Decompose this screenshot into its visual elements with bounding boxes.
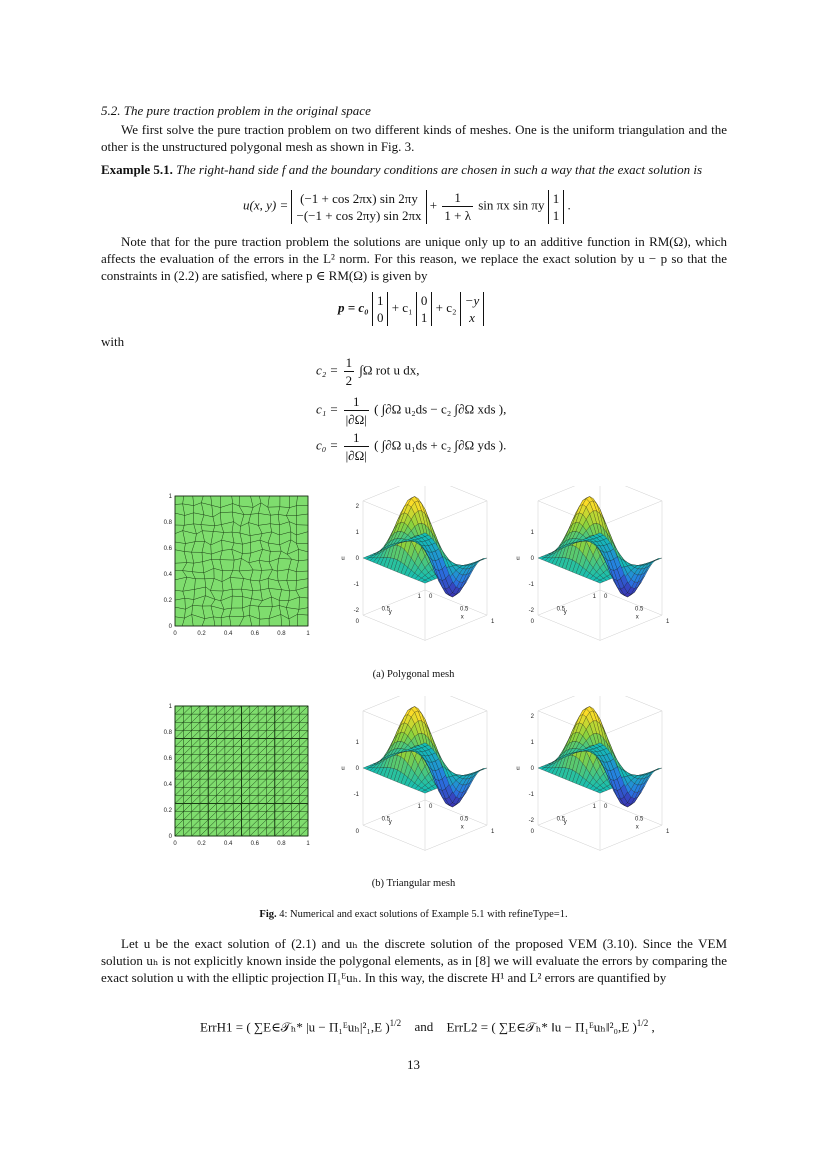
- equation-c2: [316, 354, 419, 389]
- x-tick: 0: [429, 804, 433, 810]
- surface-mesh: [538, 706, 662, 807]
- box-edge: [425, 825, 487, 850]
- z-tick: -1: [528, 582, 534, 588]
- caption-triangular: (b) Triangular mesh: [371, 878, 456, 889]
- mesh-x-tick: 0.6: [250, 841, 259, 847]
- mesh-x-tick: 1: [306, 841, 310, 847]
- triangular-mesh-plot: [160, 700, 320, 850]
- vector-row: 0: [376, 310, 384, 325]
- y-tick: 0.5: [381, 816, 390, 823]
- box-edge: [538, 590, 600, 615]
- vector-bracket: [372, 292, 389, 326]
- z-tick: -2: [353, 608, 359, 614]
- surface-mesh: [363, 496, 487, 597]
- frac-denominator: 1 + λ: [444, 208, 471, 223]
- eq-lhs: c₁ =: [316, 401, 339, 417]
- eq-lhs: c₀ =: [316, 437, 339, 453]
- eq-punct: ,: [651, 1019, 655, 1035]
- frac-numerator: 1: [345, 355, 353, 370]
- z-tick: 0: [355, 766, 359, 772]
- eq-rhs: ( ∑E∈𝒯ₕ* ‖u − Π₁ᴱuₕ‖²₀,E ): [491, 1019, 637, 1035]
- equation-exact-solution: [243, 189, 571, 224]
- z-tick: 1: [530, 740, 534, 746]
- y-tick: 1: [592, 804, 596, 810]
- z-tick: 1: [355, 740, 359, 746]
- vector-bracket: [416, 292, 433, 326]
- y-tick: 0: [355, 619, 359, 626]
- surface-plot-numerical-a: [330, 486, 500, 651]
- z-axis-label: u: [516, 556, 520, 562]
- mesh-y-tick: 0.6: [163, 756, 172, 762]
- surface-mesh: [538, 496, 662, 597]
- vector-bracket: [291, 190, 426, 224]
- vector-row: 1: [376, 293, 384, 308]
- frac-denominator: 2: [345, 373, 353, 388]
- section-heading: 5.2. The pure traction problem in the original space: [101, 103, 371, 118]
- box-edge: [600, 696, 662, 711]
- eq-term: + c₂: [435, 299, 457, 315]
- eq-rhs: ( ∫∂Ω u₂ds − c₂ ∫∂Ω xds ),: [374, 401, 507, 417]
- x-tick: 0.5: [460, 606, 469, 613]
- box-edge: [425, 615, 487, 640]
- x-tick: 0: [604, 594, 608, 600]
- x-tick: 0.5: [460, 816, 469, 823]
- mesh-area: [175, 496, 308, 626]
- paragraph-note: [101, 233, 727, 284]
- z-axis-label: u: [341, 766, 345, 772]
- fraction: [344, 429, 369, 464]
- mesh-y-tick: 0.2: [163, 598, 172, 604]
- box-edge: [600, 615, 662, 640]
- z-tick: -1: [353, 582, 359, 588]
- mesh-y-tick: 0.4: [163, 572, 172, 578]
- x-tick: 1: [666, 619, 670, 626]
- z-tick: 0: [530, 556, 534, 562]
- box-edge: [600, 825, 662, 850]
- mesh-y-tick: 0.8: [163, 730, 172, 736]
- x-tick: 0.5: [635, 606, 644, 613]
- surface-mesh: [363, 706, 487, 807]
- z-tick: 0: [355, 556, 359, 562]
- box-edge: [538, 615, 600, 640]
- vector-row: −y: [464, 293, 480, 308]
- vector-row: (−1 + cos 2πx) sin 2πy: [300, 190, 418, 206]
- vector-row: 1: [552, 207, 560, 223]
- text-line: VEM solution uₕ is not explicitly known inside the polygonal elements, as in [8] we will evaluate the errors by: [101, 936, 728, 968]
- mesh-x-tick: 0.4: [224, 631, 233, 637]
- x-axis-label: x: [635, 824, 639, 831]
- vector-row: −(−1 + cos 2πy) sin 2πx: [296, 207, 422, 223]
- z-tick: 1: [355, 530, 359, 536]
- vector-bracket: [460, 292, 485, 326]
- with-word: with: [101, 334, 125, 349]
- mesh-x-tick: 1: [306, 631, 310, 637]
- z-axis-label: u: [516, 766, 520, 772]
- box-edge: [425, 501, 487, 526]
- z-tick: 0: [530, 766, 534, 772]
- z-tick: -2: [528, 608, 534, 614]
- y-tick: 0: [530, 829, 534, 836]
- box-edge: [363, 590, 425, 615]
- y-tick: 0: [530, 619, 534, 626]
- box-edge: [363, 615, 425, 640]
- mesh-x-tick: 0.8: [277, 631, 286, 637]
- y-tick: 0.5: [556, 816, 565, 823]
- figure-caption-text: 4: Numerical and exact solutions of Example 5.1 with refineType=1.: [279, 909, 568, 920]
- box-edge: [425, 711, 487, 736]
- box-edge: [600, 501, 662, 526]
- polygonal-mesh-plot: [160, 490, 320, 640]
- vector-row: x: [469, 310, 475, 325]
- text-line: quantified by: [597, 970, 667, 985]
- frac-numerator: 1: [344, 429, 369, 447]
- eq-term: sin πx sin πy: [478, 197, 545, 213]
- eq-rhs: ( ∑E∈𝒯ₕ* |u − Π₁ᴱuₕ|²₁,E ): [246, 1019, 390, 1035]
- mesh-y-tick: 0.8: [163, 520, 172, 526]
- eq-lhs: p = c₀: [338, 299, 369, 315]
- mesh-y-tick: 0.4: [163, 782, 172, 788]
- mesh-area: [175, 706, 308, 836]
- x-tick: 0.5: [635, 816, 644, 823]
- x-tick: 1: [666, 829, 670, 836]
- y-tick: 0: [355, 829, 359, 836]
- vector-row: 0: [420, 293, 428, 308]
- eq-punct: .: [567, 197, 571, 213]
- y-tick: 0.5: [381, 606, 390, 613]
- x-tick: 1: [491, 619, 495, 626]
- eq-lhs: u(x, y) =: [243, 197, 289, 213]
- equation-p: [338, 292, 484, 326]
- caption-polygonal: (a) Polygonal mesh: [372, 669, 455, 680]
- x-axis-label: x: [635, 614, 639, 621]
- box-edge: [538, 825, 600, 850]
- eq-lhs: ErrL2 =: [446, 1019, 489, 1035]
- y-axis-label: y: [388, 609, 392, 616]
- mesh-y-tick: 1: [168, 704, 172, 710]
- y-axis-label: y: [388, 819, 392, 826]
- text-line: so that the constraints in (2.2) are satisfied, where p ∈ RM(Ω) is given by: [101, 251, 727, 283]
- fraction: [344, 354, 355, 389]
- y-axis-label: y: [563, 609, 567, 616]
- box-edge: [425, 486, 487, 501]
- equation-c0: [316, 429, 506, 464]
- figure-label: Fig.: [259, 909, 277, 920]
- example-label: Example 5.1.: [101, 162, 173, 177]
- frac-denominator: |∂Ω|: [345, 412, 367, 427]
- vector-row: 1: [420, 310, 428, 325]
- eq-term: + c₁: [391, 299, 413, 315]
- y-axis-label: y: [563, 819, 567, 826]
- box-edge: [600, 711, 662, 736]
- figure-caption: [150, 909, 677, 920]
- exponent: 1/2: [636, 1018, 649, 1028]
- x-axis-label: x: [460, 824, 464, 831]
- box-edge: [538, 800, 600, 825]
- example-text: The right-hand side f and the boundary conditions are chosen in such a way that the exact solution is: [176, 162, 703, 177]
- text-line: Note that for the pure traction problem the solutions are unique only up to an additive function in RM(Ω),: [121, 234, 691, 249]
- mesh-y-tick: 0: [168, 624, 172, 630]
- mesh-x-tick: 0.8: [277, 841, 286, 847]
- z-tick: 1: [530, 530, 534, 536]
- x-tick: 0: [429, 594, 433, 600]
- eq-lhs: ErrH1 =: [200, 1019, 244, 1035]
- example-statement: [101, 161, 727, 178]
- paragraph-intro: We first solve the pure traction problem on two different kinds of meshes. One is the uniform triangulation and the other is the unstructured polygonal mesh as shown in Fig. 3.: [101, 122, 727, 154]
- equation-c1: [316, 393, 506, 428]
- z-tick: 2: [355, 504, 359, 510]
- x-tick: 1: [491, 829, 495, 836]
- x-tick: 0: [604, 804, 608, 810]
- mesh-x-tick: 0.6: [250, 631, 259, 637]
- z-axis-label: u: [341, 556, 345, 562]
- mesh-x-tick: 0: [173, 841, 177, 847]
- text-line: comparing the exact solution u with the elliptic projection Π₁ᴱuₕ. In this way, the discrete H¹ and L² errors are: [101, 953, 728, 985]
- page-number: 13: [407, 1057, 420, 1072]
- mesh-x-tick: 0.4: [224, 841, 233, 847]
- paragraph-errors: [101, 935, 727, 986]
- eq-lhs: c₂ =: [316, 362, 339, 378]
- box-edge: [425, 696, 487, 711]
- frac-numerator: 1: [442, 189, 473, 207]
- text-line: which affects the evaluation of the errors in the L² norm. For this reason, we replace the exact solution by u − p: [101, 234, 728, 266]
- frac-numerator: 1: [344, 393, 369, 411]
- text-line: Let u be the exact solution of (2.1) and uₕ the discrete solution of the proposed VEM (3.10). Since the: [121, 936, 693, 951]
- mesh-x-tick: 0.2: [197, 631, 206, 637]
- z-tick: -1: [528, 792, 534, 798]
- mesh-y-tick: 0.2: [163, 808, 172, 814]
- fraction: [442, 189, 473, 224]
- eq-conjunction: and: [414, 1019, 434, 1035]
- mesh-x-tick: 0: [173, 631, 177, 637]
- mesh-y-tick: 1: [168, 494, 172, 500]
- mesh-y-tick: 0: [168, 834, 172, 840]
- surface-plot-numerical-b: [330, 696, 500, 861]
- equation-errors: [200, 1015, 655, 1035]
- x-axis-label: x: [460, 614, 464, 621]
- mesh-x-tick: 0.2: [197, 841, 206, 847]
- surface-plot-exact-b: [505, 696, 675, 861]
- eq-rhs: ( ∫∂Ω u₁ds + c₂ ∫∂Ω yds ).: [374, 437, 507, 453]
- z-tick: -2: [528, 818, 534, 824]
- y-tick: 1: [417, 804, 421, 810]
- fraction: [344, 393, 369, 428]
- surface-plot-exact-a: [505, 486, 675, 651]
- box-edge: [363, 825, 425, 850]
- vector-bracket: [548, 190, 565, 224]
- mesh-y-tick: 0.6: [163, 546, 172, 552]
- y-tick: 0.5: [556, 606, 565, 613]
- box-edge: [363, 800, 425, 825]
- z-tick: -1: [353, 792, 359, 798]
- eq-operator: +: [429, 197, 438, 213]
- eq-rhs: ∫Ω rot u dx,: [359, 362, 420, 378]
- box-edge: [600, 486, 662, 501]
- exponent: 1/2: [389, 1018, 402, 1028]
- frac-denominator: |∂Ω|: [345, 448, 367, 463]
- z-tick: 2: [530, 714, 534, 720]
- y-tick: 1: [417, 594, 421, 600]
- vector-row: 1: [552, 190, 560, 206]
- y-tick: 1: [592, 594, 596, 600]
